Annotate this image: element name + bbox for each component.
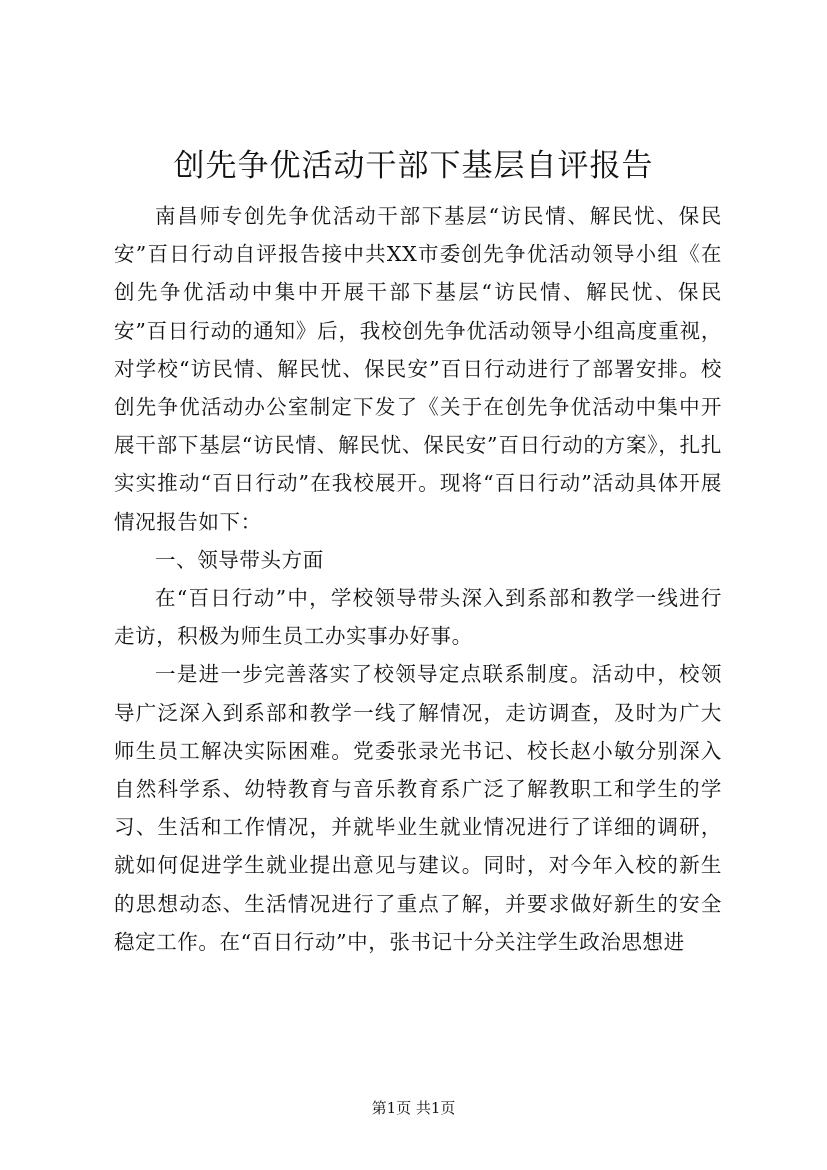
document-body (114, 197, 722, 961)
section-heading: 一、领导带头方面 (155, 547, 324, 572)
document-title: 创先争优活动干部下基层自评报告 (173, 148, 654, 184)
paragraph-leadership: 在“百日行动”中，学校领导带头深入到系部和教学一线进行走访，积极为师生员工办实事办好事。 (114, 586, 722, 649)
paragraph-contact-system: 一是进一步完善落实了校领导定点联系制度。活动中，校领导广泛深入到系部和教学一线了解情况，走访调查，及时为广大师生员工解决实际困难。党委张录光书记、校长赵小敏分别深入自然科学系、幼特教育与音乐教育系广泛了解教职工和学生的学习、生活和工作情况，并就毕业生就业情况进行了详细的调研，就如何促进学生就业提出意见与建议。同时，对今年入校的新生的思想动态、生活情况进行了重点了解，并要求做好新生的安全稳定工作。在“百日行动”中，张书记十分关注学生政治思想进 (114, 662, 722, 954)
paragraph-intro: 南昌师专创先争优活动干部下基层“访民情、解民忧、保民安”百日行动自评报告接中共XX市委创先争优活动领导小组《在创先争优活动中集中开展干部下基层“访民情、解民忧、保民安”百日行动的通知》后，我校创先争优活动领导小组高度重视，对学校“访民情、解民忧、保民安”百日行动进行了部署安排。校创先争优活动办公室制定下发了《关于在创先争优活动中集中开展干部下基层“访民情、解民忧、保民安”百日行动的方案》，扎扎实实推动“百日行动”在我校展开。现将“百日行动”活动具体开展情况报告如下： (114, 204, 722, 534)
page-footer: 第1页 共1页 (371, 1099, 456, 1117)
